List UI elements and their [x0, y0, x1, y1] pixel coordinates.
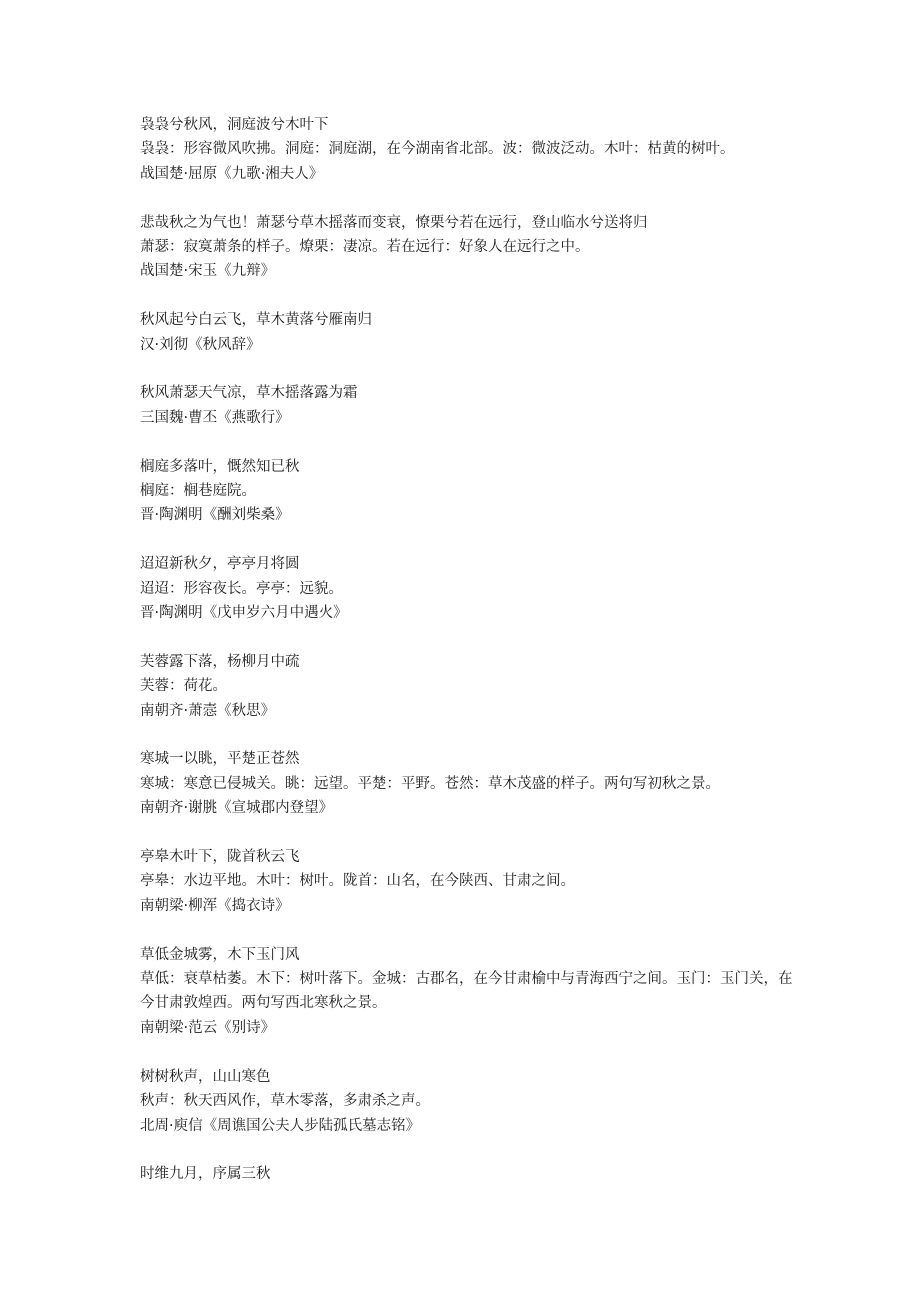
source-citation: 战国楚·屈原《九歌·湘夫人》 [140, 165, 324, 182]
poem-line: 树树秋声，山山寒色 [140, 1068, 271, 1085]
poem-line: 寒城一以眺，平楚正苍然 [140, 751, 300, 768]
poem-line: 芙蓉露下落，杨柳月中疏 [140, 653, 300, 670]
annotation: 秋声：秋天西风作，草木零落，多肃杀之声。 [140, 1093, 430, 1110]
poem-line: 秋风萧瑟天气凉，草木摇落露为霜 [140, 385, 358, 402]
poem-line: 袅袅兮秋风，洞庭波兮木叶下 [140, 117, 329, 133]
annotation: 榈庭：榈巷庭院。 [140, 483, 256, 500]
document-body [140, 113, 800, 1211]
source-citation: 三国魏·曹丕《燕歌行》 [140, 409, 290, 426]
source-citation: 汉·刘彻《秋风辞》 [140, 336, 261, 353]
annotation: 芙蓉：荷花。 [140, 678, 227, 695]
source-citation: 战国楚·宋玉《九辩》 [140, 263, 276, 280]
source-citation: 晋·陶渊明《酬刘柴桑》 [140, 507, 290, 524]
poem-line: 迢迢新秋夕，亭亭月将圆 [140, 556, 300, 573]
annotation: 萧瑟：寂寞萧条的样子。燎栗：凄凉。若在远行：好象人在远行之中。 [140, 239, 590, 256]
entry-5 [140, 455, 800, 528]
source-citation: 南朝齐·萧悫《秋思》 [140, 702, 276, 719]
entry-9 [140, 845, 800, 918]
source-citation: 北周·庾信《周谯国公夫人步陆孤氏墓志铭》 [140, 1117, 421, 1134]
annotation: 草低：衰草枯萎。木下：树叶落下。金城：古郡名，在今甘肃榆中与青海西宁之间。玉门：玉门关，在今甘肃敦煌西。两句写西北寒秋之景。 [140, 971, 793, 1012]
entry-11 [140, 1065, 800, 1138]
entry-6 [140, 552, 800, 625]
poem-line: 榈庭多落叶，慨然知已秋 [140, 458, 300, 475]
entry-2 [140, 211, 800, 284]
entry-12 [140, 1162, 800, 1186]
source-citation: 南朝梁·柳浑《捣衣诗》 [140, 897, 290, 914]
source-citation: 晋·陶渊明《戊申岁六月中遇火》 [140, 605, 348, 622]
entry-4 [140, 381, 800, 430]
poem-line: 草低金城雾，木下玉门风 [140, 946, 300, 963]
entry-7 [140, 650, 800, 723]
entry-3 [140, 308, 800, 357]
annotation: 袅袅：形容微风吹拂。洞庭：洞庭湖，在今湖南省北部。波：微波泛动。木叶：枯黄的树叶。 [140, 141, 735, 158]
annotation: 亭皋：水边平地。木叶：树叶。陇首：山名，在今陕西、甘肃之间。 [140, 873, 575, 890]
entry-8 [140, 747, 800, 820]
annotation: 迢迢：形容夜长。亭亭：远貌。 [140, 580, 343, 597]
poem-line: 秋风起兮白云飞，草木黄落兮雁南归 [140, 312, 372, 329]
entry-10 [140, 943, 800, 1041]
poem-line: 悲哉秋之为气也！萧瑟兮草木摇落而变衰，憭栗兮若在远行，登山临水兮送将归 [140, 214, 648, 231]
source-citation: 南朝齐·谢朓《宣城郡内登望》 [140, 800, 334, 817]
source-citation: 南朝梁·范云《别诗》 [140, 1019, 276, 1036]
annotation: 寒城：寒意已侵城关。眺：远望。平楚：平野。苍然：草木茂盛的样子。两句写初秋之景。 [140, 775, 720, 792]
poem-line: 时维九月，序属三秋 [140, 1166, 271, 1183]
entry-1 [140, 113, 800, 186]
poem-line: 亭皋木叶下，陇首秋云飞 [140, 849, 300, 866]
